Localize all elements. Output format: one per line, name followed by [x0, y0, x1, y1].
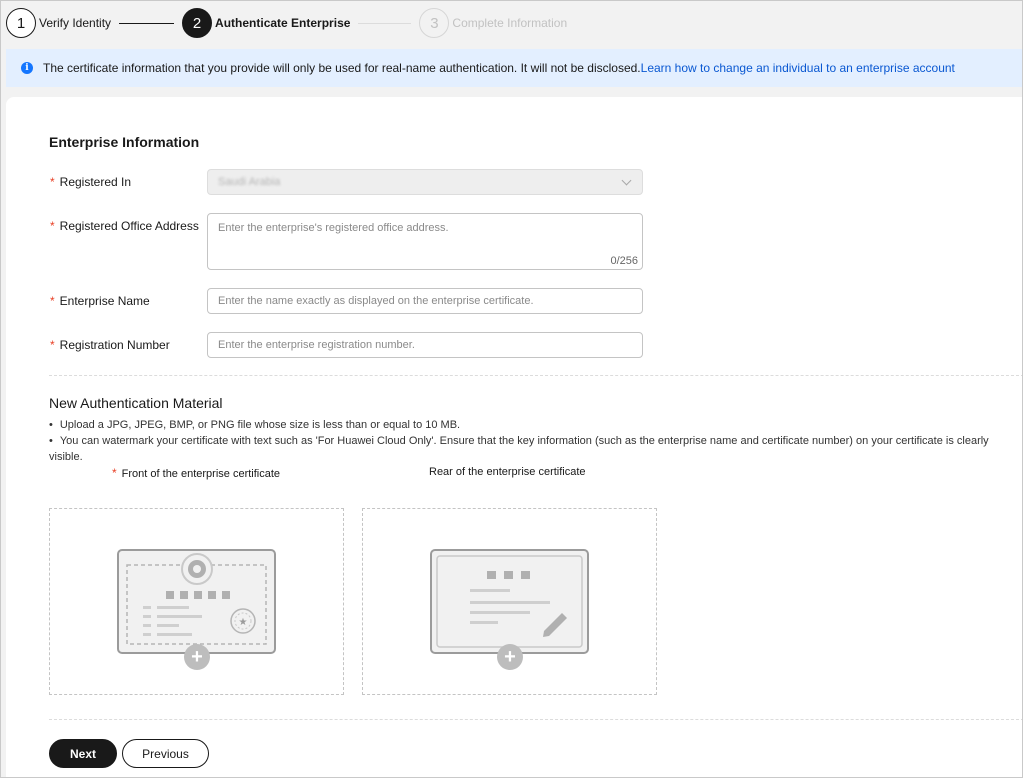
- registration-number-input[interactable]: [207, 332, 643, 358]
- required-marker: *: [50, 219, 55, 233]
- step-number: 3: [419, 8, 449, 38]
- char-counter: 0/256: [610, 255, 638, 267]
- certificate-rear-illustration: [432, 551, 587, 652]
- add-icon[interactable]: +: [184, 644, 210, 670]
- section-divider: [49, 719, 1023, 720]
- required-marker: *: [50, 338, 55, 352]
- registered-in-select[interactable]: [207, 169, 643, 195]
- step-number: 1: [6, 8, 36, 38]
- instruction-item: • Upload a JPG, JPEG, BMP, or PNG file whose size is less than or equal to 10 MB.: [49, 417, 1023, 433]
- step-connector: [119, 23, 174, 24]
- certificate-front-icon: [117, 549, 276, 654]
- step-label: Verify Identity: [39, 16, 112, 30]
- info-banner: [6, 49, 1023, 87]
- textarea-placeholder: Enter the enterprise's registered office address.: [218, 222, 449, 234]
- input-placeholder: Enter the enterprise registration number.: [218, 339, 415, 351]
- rear-certificate-upload[interactable]: [362, 508, 657, 695]
- add-icon[interactable]: +: [497, 644, 523, 670]
- label-text: Front of the enterprise certificate: [121, 468, 281, 480]
- step-label: Authenticate Enterprise: [215, 16, 351, 30]
- label-text: Registered Office Address: [59, 219, 199, 233]
- label-text: Registered In: [59, 175, 132, 189]
- registered-in-label: [50, 175, 131, 189]
- section-title-enterprise: Enterprise Information: [49, 134, 200, 150]
- select-value: Saudi Arabia: [218, 176, 281, 188]
- step-complete-information: [419, 8, 567, 38]
- info-icon: i: [21, 62, 33, 74]
- front-certificate-upload[interactable]: [49, 508, 344, 695]
- front-certificate-label: [112, 466, 280, 480]
- stepper: [6, 8, 567, 38]
- label-text: Registration Number: [59, 338, 170, 352]
- certificate-rear-icon: [430, 549, 589, 654]
- required-marker: *: [112, 466, 117, 480]
- banner-text: The certificate information that you provide will only be used for real-name authentication. It will not be disclosed.: [43, 61, 641, 75]
- step-label: Complete Information: [452, 16, 568, 30]
- rear-certificate-label: Rear of the enterprise certificate: [429, 466, 586, 478]
- chevron-down-icon: [622, 175, 632, 185]
- step-verify-identity: [6, 8, 111, 38]
- label-text: Enterprise Name: [59, 294, 150, 308]
- registration-number-label: [50, 338, 170, 352]
- learn-more-link[interactable]: Learn how to change an individual to an enterprise account: [640, 61, 955, 75]
- step-number: 2: [182, 8, 212, 38]
- main-card: [6, 97, 1023, 778]
- required-marker: *: [50, 294, 55, 308]
- section-divider: [49, 375, 1023, 376]
- instruction-item: • You can watermark your certificate with text such as 'For Huawei Cloud Only'. Ensure that the key information (such as the enterprise name and certificate number) on your certificate is clearly visible.: [49, 433, 1023, 465]
- enterprise-name-label: [50, 294, 150, 308]
- certificate-front-illustration: [119, 551, 274, 652]
- step-connector: [358, 23, 411, 24]
- section-title-material: New Authentication Material: [49, 395, 223, 411]
- material-instructions: [49, 417, 1023, 465]
- previous-button[interactable]: Previous: [122, 739, 209, 768]
- required-marker: *: [50, 175, 55, 189]
- office-address-textarea[interactable]: [207, 213, 643, 270]
- enterprise-name-input[interactable]: [207, 288, 643, 314]
- next-button[interactable]: Next: [49, 739, 117, 768]
- input-placeholder: Enter the name exactly as displayed on the enterprise certificate.: [218, 295, 534, 307]
- office-address-label: [50, 219, 199, 233]
- step-authenticate-enterprise: [182, 8, 350, 38]
- svg-text:★: ★: [238, 617, 248, 628]
